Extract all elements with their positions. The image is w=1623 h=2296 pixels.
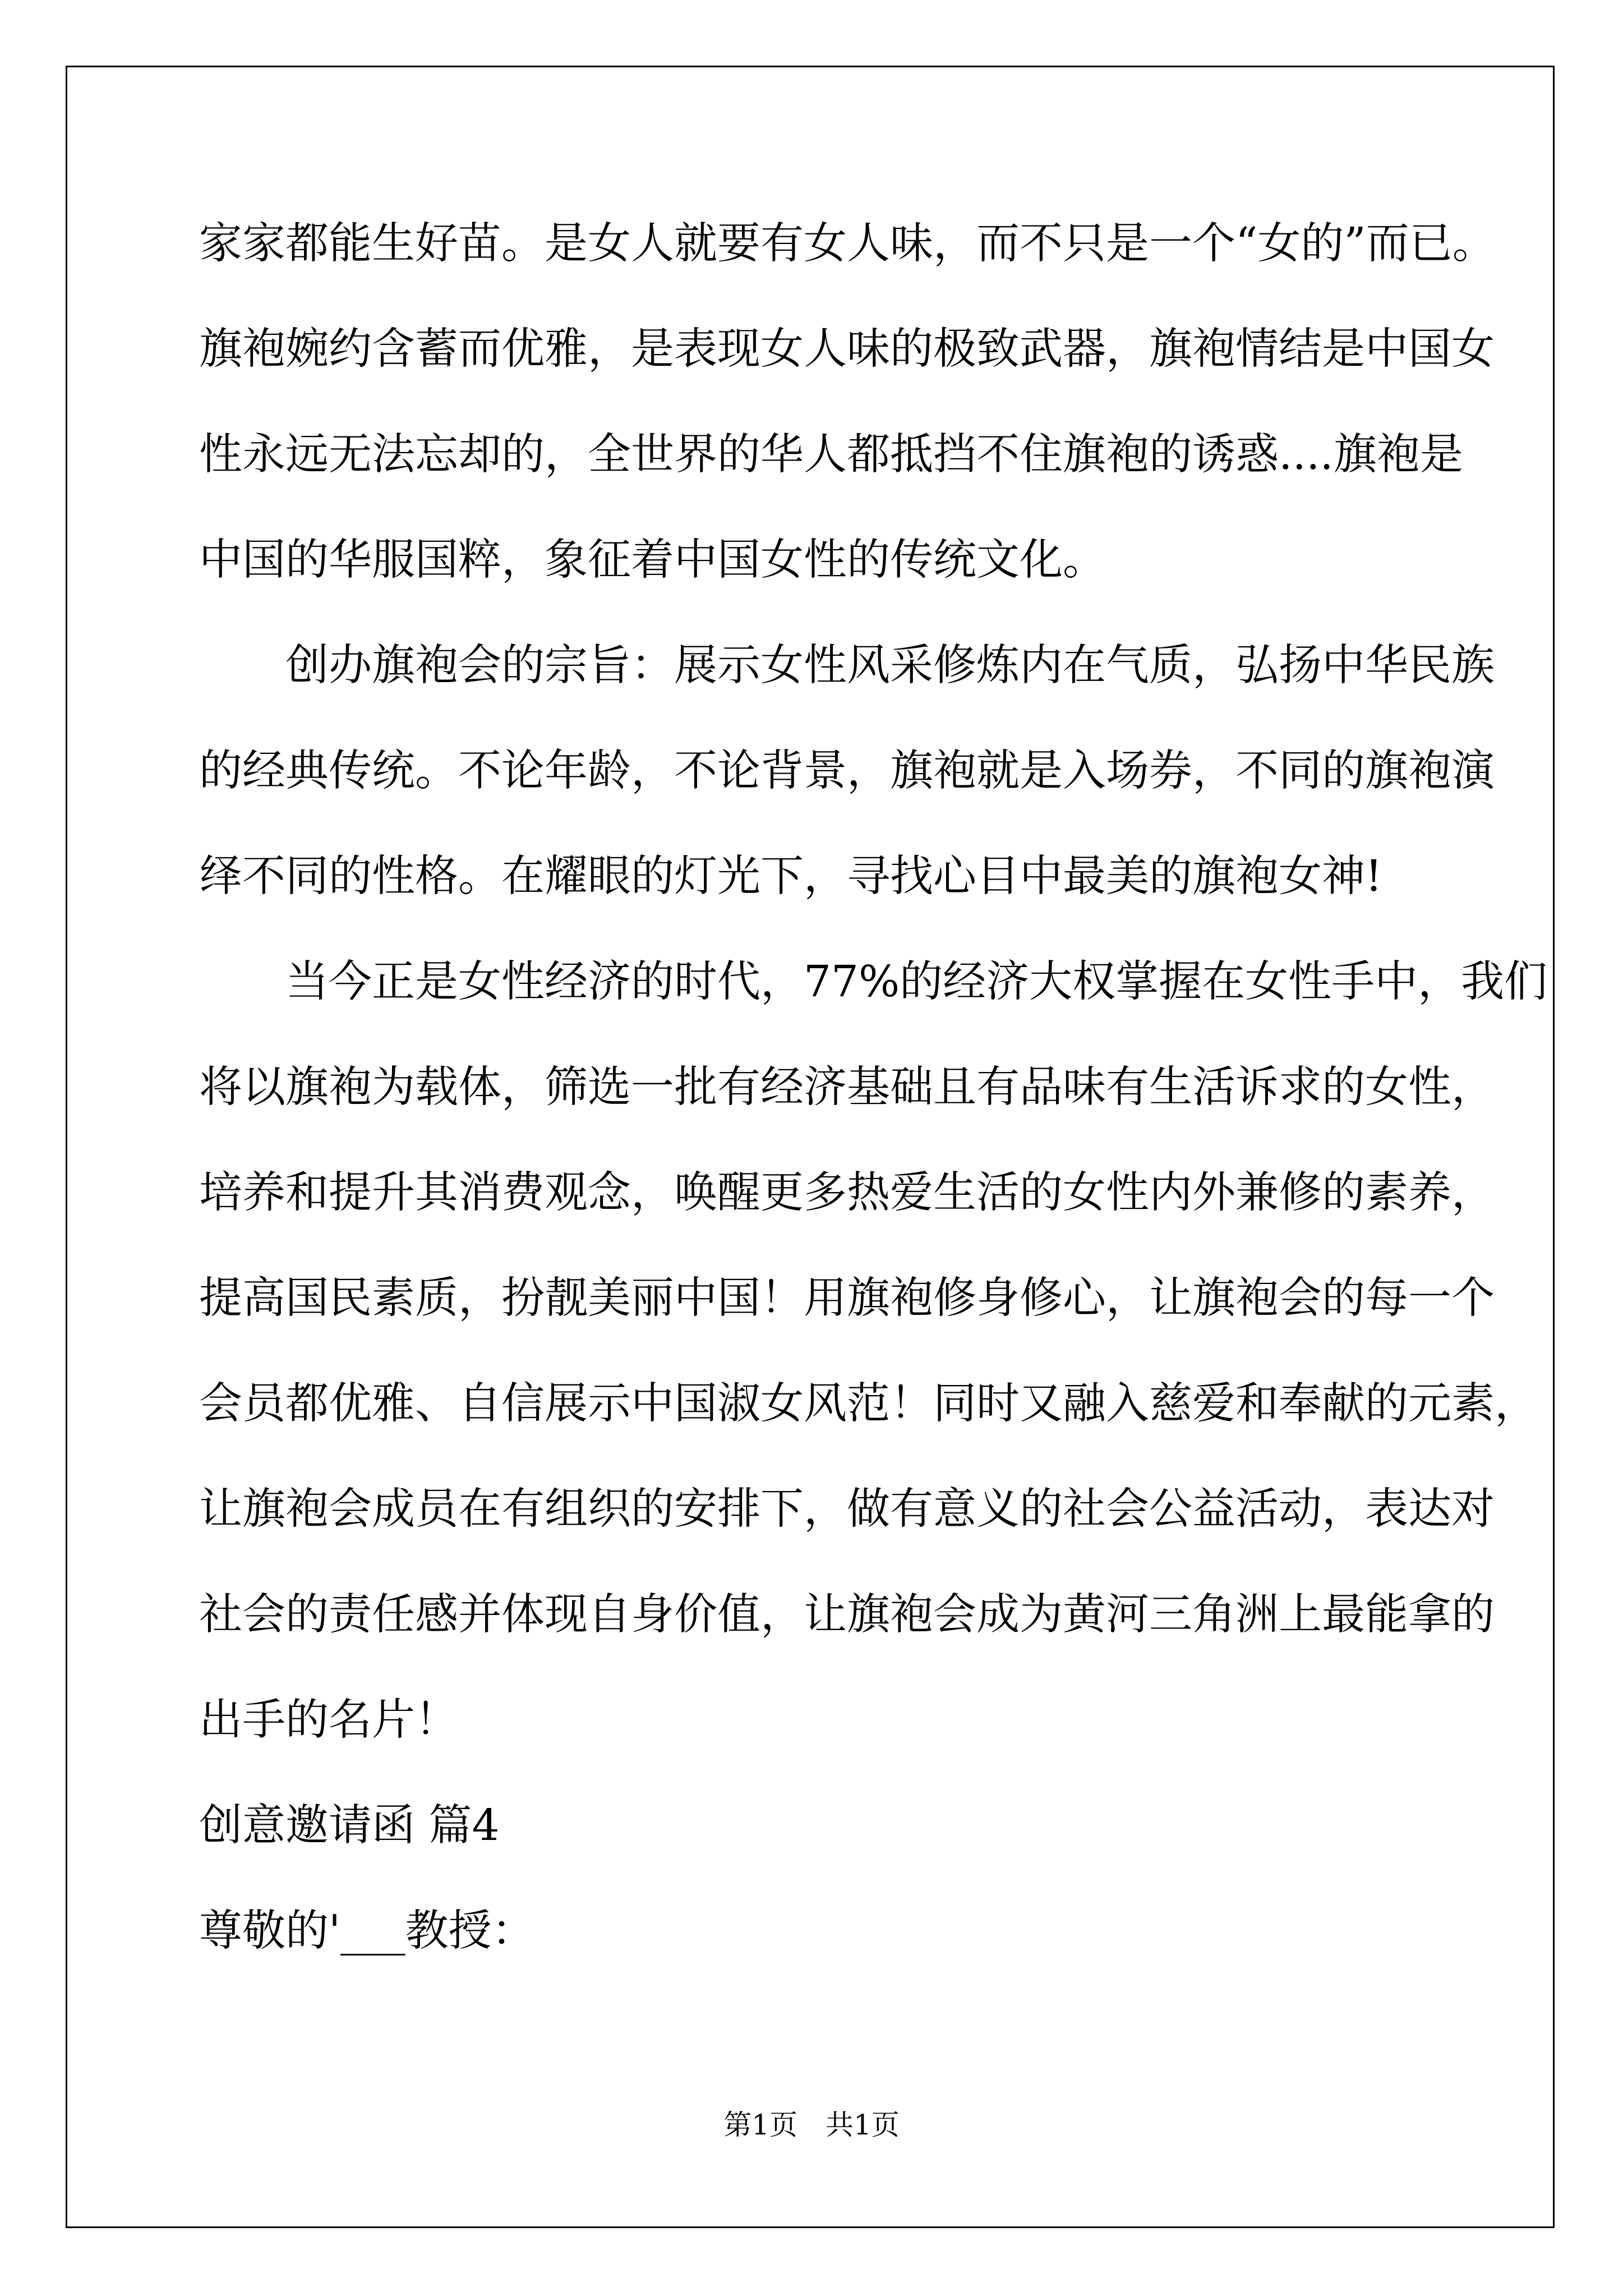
text-line: 将以旗袍为载体，筛选一批有经济基础且有品味有生活诉求的女性， [199,1062,1495,1112]
text-line: 提高国民素质，扮靓美丽中国！用旗袍修身修心，让旗袍会的每一个 [199,1273,1495,1323]
text-line: 当今正是女性经济的时代，77%的经济大权掌握在女性手中，我们 [199,957,1548,1007]
text-line: 性永远无法忘却的，全世界的华人都抵挡不住旗袍的诱惑....旗袍是 [199,430,1463,480]
text-line: 旗袍婉约含蓄而优雅，是表现女人味的极致武器，旗袍情结是中国女 [199,324,1495,374]
text-line: 培养和提升其消费观念，唤醒更多热爱生活的女性内外兼修的素养， [199,1168,1495,1218]
text-line: 绎不同的性格。在耀眼的灯光下，寻找心目中最美的旗袍女神! [199,852,1382,901]
text-line: 家家都能生好苗。是女人就要有女人味，而不只是一个“女的”而已。 [199,219,1496,269]
text-line: 出手的名片！ [199,1695,458,1745]
text-line: 让旗袍会成员在有组织的安排下，做有意义的社会公益活动，表达对 [199,1484,1495,1534]
text-line: 社会的责任感并体现自身价值，让旗袍会成为黄河三角洲上最能拿的 [199,1590,1495,1640]
text-line: 的经典传统。不论年龄，不论背景，旗袍就是入场券，不同的旗袍演 [199,746,1495,796]
section-heading: 创意邀请函 篇4 [199,1801,500,1851]
text-line: 会员都优雅、自信展示中国淑女风范！同时又融入慈爱和奉献的元素， [199,1379,1538,1429]
text-line: 创办旗袍会的宗旨：展示女性风采修炼内在气质，弘扬中华民族 [199,641,1495,691]
text-line: 中国的华服国粹，象征着中国女性的传统文化。 [199,535,1106,585]
salutation: 尊敬的'___教授： [199,1906,535,1956]
page-number: 第1页 共1页 [723,2109,900,2141]
